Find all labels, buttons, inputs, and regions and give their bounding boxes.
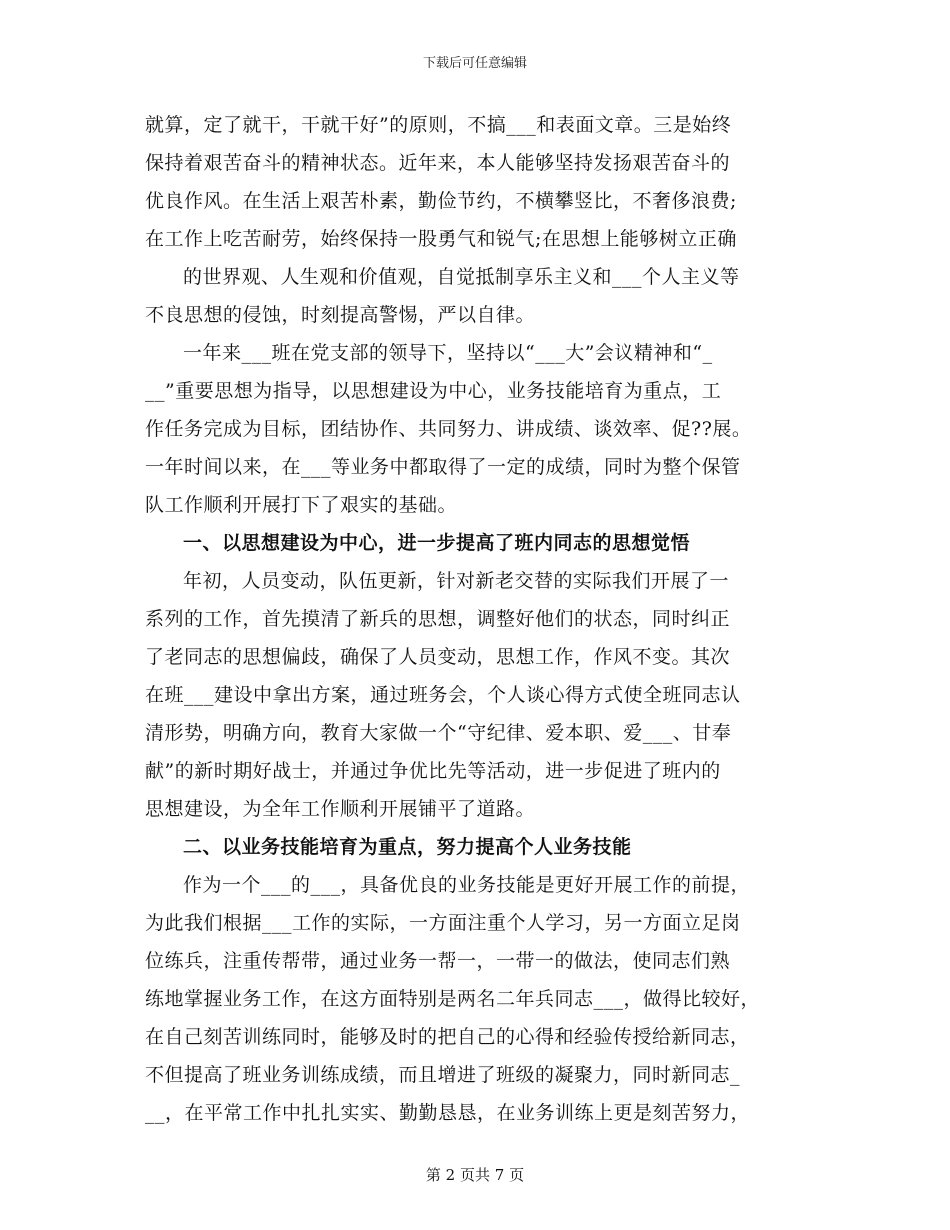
text-line: 思想建设，为全年工作顺利开展铺平了道路。 [145, 798, 536, 820]
section-heading: 二、以业务技能培育为重点，努力提高个人业务技能 [183, 836, 632, 858]
text-line: 了老同志的思想偏歧，确保了人员变动，思想工作，作风不变。其次 [145, 646, 731, 668]
text-line: 一年时间以来，在___等业务中都取得了一定的成绩，同时为整个保管 [145, 456, 741, 478]
text-line: __”重要思想为指导，以思想建设为中心，业务技能培育为重点，工 [145, 380, 722, 402]
text-line: 在自己刻苦训练同时，能够及时的把自己的心得和经验传授给新同志， [145, 1026, 750, 1048]
text-line: 练地掌握业务工作，在这方面特别是两名二年兵同志___，做得比较好， [145, 988, 761, 1010]
text-line: 系列的工作，首先摸清了新兵的思想，调整好他们的状态，同时纠正 [145, 608, 731, 630]
page-footer: 第 2 页共 7 页 [425, 1166, 525, 1184]
text-line: __，在平常工作中扎扎实实、勤勤恳恳，在业务训练上更是刻苦努力， [145, 1102, 751, 1124]
text-line: 作为一个___的___，具备优良的业务技能是更好开展工作的前提， [183, 874, 751, 896]
text-line: 的世界观、人生观和价值观，自觉抵制享乐主义和___个人主义等 [183, 266, 740, 288]
text-line: 队工作顺利开展打下了艰实的基础。 [145, 494, 458, 516]
text-line: 清形势，明确方向，教育大家做一个“守纪律、爱本职、爱___、甘奉 [145, 722, 732, 744]
text-line: 不良思想的侵蚀，时刻提高警惕，严以自律。 [145, 304, 536, 326]
page-header: 下载后可任意编辑 [422, 56, 527, 71]
text-line: 在班___建设中拿出方案，通过班务会，个人谈心得方式使全班同志认 [145, 684, 741, 706]
text-line: 年初，人员变动，队伍更新，针对新老交替的实际我们开展了一 [183, 570, 730, 592]
text-line: 优良作风。在生活上艰苦朴素，勤俭节约，不横攀竖比，不奢侈浪费; [145, 190, 737, 212]
text-line: 就算，定了就干，干就干好”的原则，不搞___和表面文章。三是始终 [145, 114, 732, 136]
text-line: 在工作上吃苦耐劳，始终保持一股勇气和锐气;在思想上能够树立正确 [145, 228, 737, 250]
text-line: 保持着艰苦奋斗的精神状态。近年来，本人能够坚持发扬艰苦奋斗的 [145, 152, 731, 174]
text-line: 一年来___班在党支部的领导下，坚持以“___大”会议精神和“_ [183, 342, 713, 364]
text-line: 献”的新时期好战士，并通过争优比先等活动，进一步促进了班内的 [145, 760, 721, 782]
text-line: 不但提高了班业务训练成绩，而且增进了班级的凝聚力，同时新同志_ [145, 1064, 741, 1086]
section-heading: 一、以思想建设为中心，进一步提高了班内同志的思想觉悟 [183, 532, 691, 554]
text-line: 位练兵，注重传帮带，通过业务一帮一，一带一的做法，使同志们熟 [145, 950, 731, 972]
text-line: 作任务完成为目标，团结协作、共同努力、讲成绩、谈效率、促??展。 [145, 418, 752, 440]
text-line: 为此我们根据___工作的实际，一方面注重个人学习，另一方面立足岗 [145, 912, 741, 934]
document-body [145, 106, 810, 1132]
